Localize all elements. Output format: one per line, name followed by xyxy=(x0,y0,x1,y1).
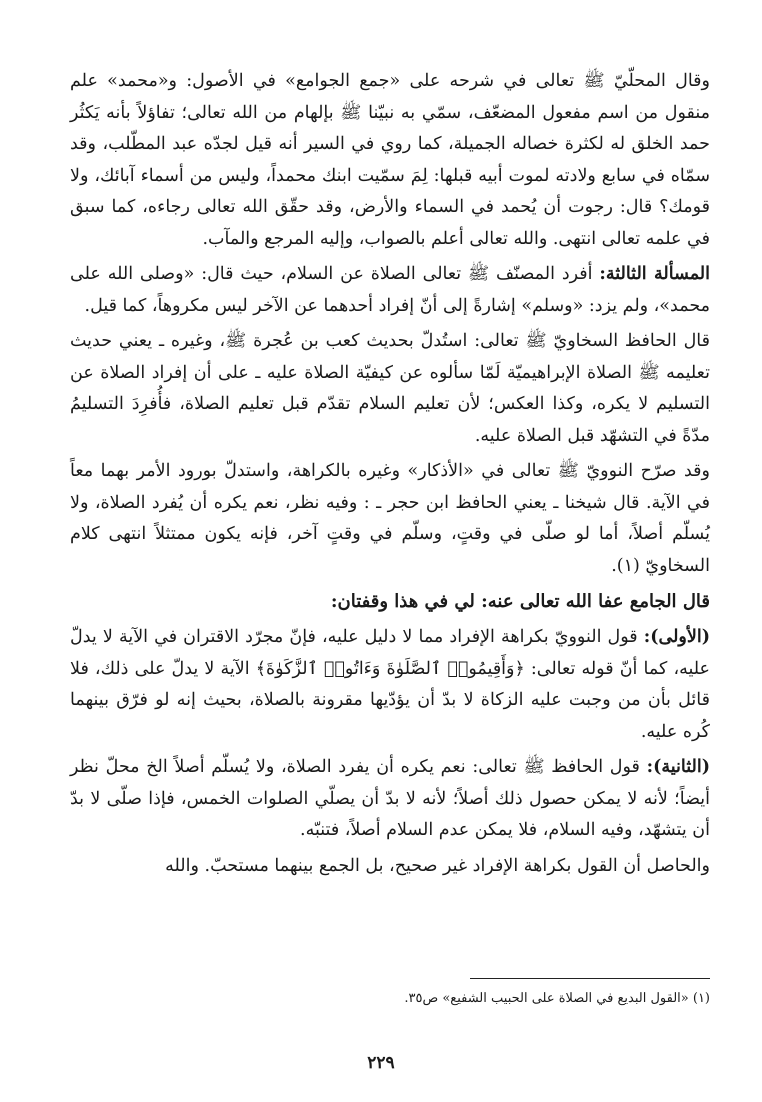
paragraph-1-text: وقال المحلّيّ ﷺ تعالى في شرحه على «جمع الجوامع» في الأصول: و«محمد» علم منقول من اسم مفعول المضعّف، سمّي به نبيّنا ﷺ بإلهام من الله تعالى؛ تفاؤلاً بأنه يَكثُر حمد الخلق له لكثرة خصاله الجميلة، كما روي في السير أنه قيل لجدّه عبد المطّلب، وقد سمّاه في سابع ولادته لموت أبيه قبلها: لِمَ سمّيت ابنك محمداً، وليس من أسماء آبائك، ولا قومك؟ قال: رجوت أن يُحمد في السماء والأرض، وقد حقّق الله تعالى رجاءه، كما سبق في علمه تعالى انتهى. والله تعالى أعلم بالصواب، وإليه المرجع والمآب. xyxy=(70,71,710,249)
footnote-text: (١) «القول البديع في الصلاة على الحبيب الشفيع» ص٣٥. xyxy=(404,991,710,1006)
conclusion-text: والحاصل أن القول بكراهة الإفراد غير صحيح، بل الجمع بينهما مستحبّ. والله xyxy=(165,855,710,876)
second-point-label: (الثانية): xyxy=(646,757,710,777)
paragraph-3 xyxy=(70,326,710,452)
page-body xyxy=(70,66,710,882)
section-heading xyxy=(70,586,710,618)
paragraph-conclusion xyxy=(70,851,710,883)
paragraph-2-label: المسألة الثالثة: xyxy=(599,264,711,284)
paragraph-4 xyxy=(70,456,710,582)
footnote-divider xyxy=(470,978,710,979)
paragraph-1 xyxy=(70,66,710,255)
paragraph-3-text: قال الحافظ السخاويّ ﷺ تعالى: استُدلّ بحديث كعب بن عُجرة ﷺ، وغيره ـ يعني حديث تعليمه ﷺ الصلاة الإبراهيميّة لَمّا سألوه عن كيفيّة الصلاة عليه ـ على أن إفراد الصلاة عن التسليم لا يكره، وكذا العكس؛ لأن تعليم السلام تقدّم قبل تعليم الصلاة، فأُفرِدَ التسليمُ مدّةً في التشهّد قبل الصلاة عليه. xyxy=(70,331,710,446)
paragraph-4-text: وقد صرّح النوويّ ﷺ تعالى في «الأذكار» وغيره بالكراهة، واستدلّ بورود الأمر بهما معاً في الآية. قال شيخنا ـ يعني الحافظ ابن حجر ـ : وفيه نظر، نعم يكره أن يُفرد الصلاة، ولا يُسلّم أصلاً، أما لو صلّى في وقتٍ، وسلّم في وقتٍ آخر، فإنه يكون ممتثلاً انتهى كلام السخاويّ (١). xyxy=(70,461,710,576)
paragraph-2-text: أفرد المصنّف ﷺ تعالى الصلاة عن السلام، حيث قال: «وصلى الله على محمد»، ولم يزد: «وسلم» إشارةً إلى أنّ إفراد أحدهما عن الآخر ليس مكروهاً، كما قيل. xyxy=(70,264,710,316)
paragraph-first-point xyxy=(70,622,710,748)
page-number: ٢٢٩ xyxy=(367,1053,395,1073)
paragraph-second-point xyxy=(70,752,710,847)
first-point-text: قول النوويّ بكراهة الإفراد مما لا دليل عليه، فإنّ مجرّد الاقتران في الآية لا يدلّ عليه، كما أنّ قوله تعالى: ﴿وَأَقِيمُوا۟ ٱلصَّلَوٰةَ وَءَاتُوا۟ ٱلزَّكَوٰةَ﴾ الآية لا يدلّ على ذلك، فلا قائل بأن من وجبت عليه الزكاة لا بدّ أن يؤدّيها مقرونة بالصلاة، بحيث إنه لو فرّق بينهما كُره عليه. xyxy=(70,627,710,742)
footnote xyxy=(70,988,710,1010)
paragraph-2 xyxy=(70,259,710,322)
section-heading-text: قال الجامع عفا الله تعالى عنه: لي في هذا وقفتان: xyxy=(330,591,710,612)
first-point-label: (الأولى): xyxy=(643,627,710,647)
second-point-text: قول الحافظ ﷺ تعالى: نعم يكره أن يفرد الصلاة، ولا يُسلّم أصلاً الخ محلّ نظر أيضاً؛ لأنه لا يمكن حصول ذلك أصلاً؛ لأنه لا بدّ أن يصلّي الصلوات الخمس، فإذا صلّى لا بدّ أن يتشهّد، وفيه السلام، فلا يمكن عدم السلام أصلاً، فتنبّه. xyxy=(70,757,710,840)
